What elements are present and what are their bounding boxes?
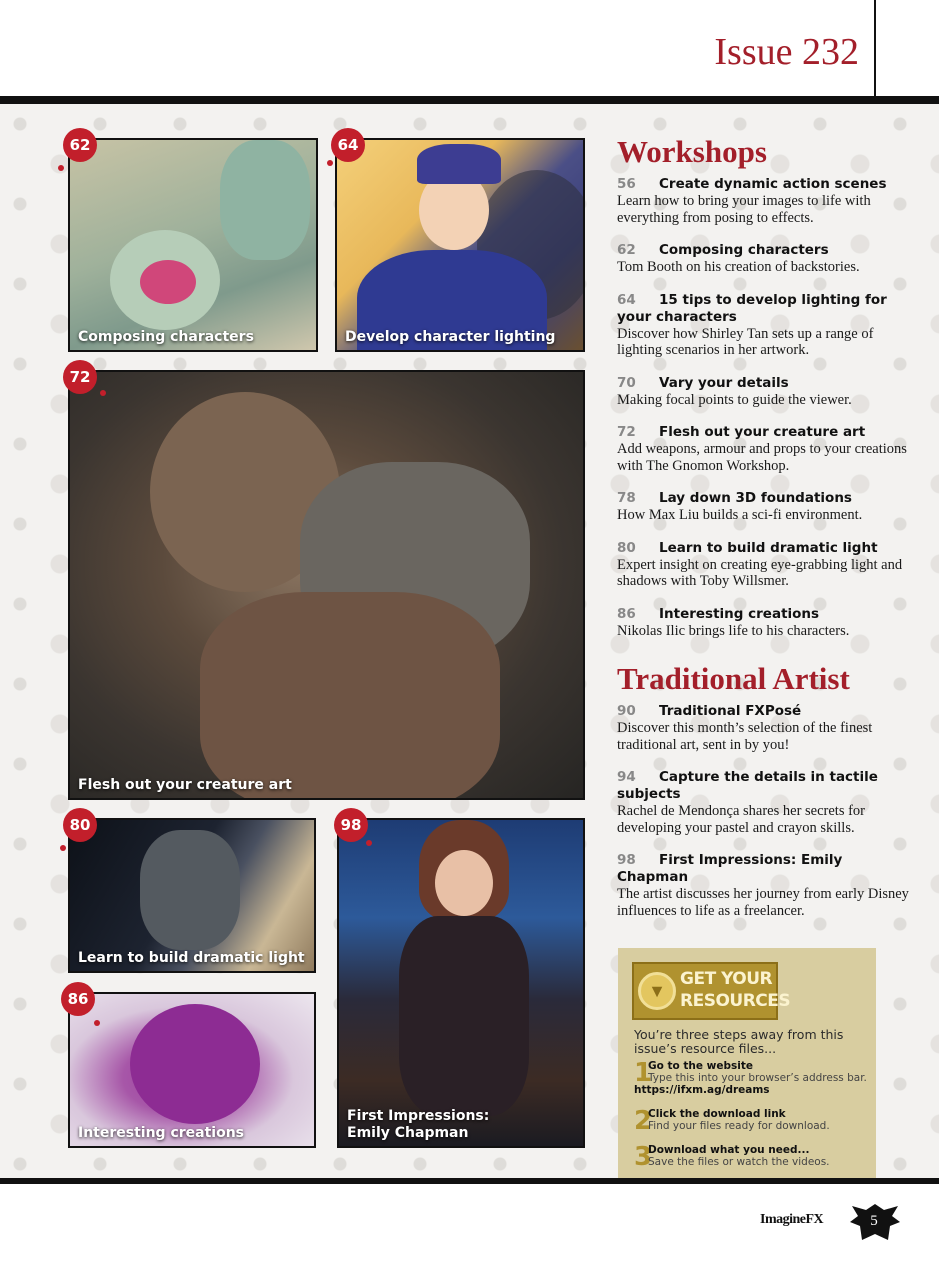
thumbnail-80[interactable] [68,818,316,973]
toc-entry[interactable] [617,769,917,836]
resource-step-3 [634,1144,870,1172]
entry-page-number: 56 [617,176,636,192]
toc-entry[interactable] [617,424,917,474]
page-number: 5 [870,1213,878,1229]
page-badge-62: 62 [63,128,97,162]
entry-title: Vary your details [659,374,789,391]
character-body [399,916,529,1116]
entry-page-number: 86 [617,605,636,622]
resource-url-link[interactable]: https://ifxm.ag/dreams [634,1084,770,1096]
resources-title-line-2: RESOURCES [680,991,791,1011]
page-badge-86: 86 [61,982,95,1016]
resource-step-1 [634,1060,870,1100]
section-title-traditional: Traditional Artist [617,661,850,696]
issue-title: Issue 232 [714,31,859,73]
paint-splatter [58,165,64,171]
entry-description: Expert insight on creating eye-grabbing light and shadows with Toby Willsmer. [617,556,903,589]
entry-page-number: 78 [617,490,636,506]
toc-entry[interactable] [617,540,917,590]
bottom-rule [0,1178,939,1184]
toc-entry[interactable] [617,292,917,359]
mummy-figure [140,830,240,950]
page-header [0,0,939,98]
step-heading: Download what you need... [648,1144,810,1156]
thumbnail-caption: Learn to build dramatic light [78,950,305,966]
entry-page-number: 98 [617,852,636,868]
paint-splatter [100,390,106,396]
section-title-workshops: Workshops [617,134,767,169]
entry-title: Traditional FXPosé [659,703,802,719]
resource-step-2 [634,1108,870,1136]
entry-page-number: 70 [617,374,636,391]
step-description: Type this into your browser’s address bar. [648,1072,867,1084]
entry-title: Composing characters [659,242,829,258]
entry-description: Tom Booth on his creation of backstories. [617,259,860,275]
entry-description: How Max Liu builds a sci-fi environment. [617,507,863,523]
step-number: 1 [634,1058,653,1088]
creature-torso [200,592,500,800]
entry-description: The artist discusses her journey from early Disney influences to life as a freelancer. [617,886,909,919]
entry-title: Interesting creations [659,605,820,622]
page-badge-64: 64 [331,128,365,162]
entry-title: Capture the details in tactile subjects [617,769,878,802]
table-of-contents [617,134,917,935]
step-description: Find your files ready for download. [648,1120,830,1132]
entry-description: Discover how Shirley Tan sets up a range of lighting scenarios in her artwork. [617,325,874,358]
entry-page-number: 64 [617,291,636,308]
thumbnail-caption: Flesh out your creature art [78,777,292,793]
brand-logo: ImagineFX [760,1212,824,1227]
toc-entry[interactable] [617,375,917,409]
step-number: 2 [634,1106,653,1136]
entry-description: Add weapons, armour and props to your creations with The Gnomon Workshop. [617,441,907,474]
resources-banner [632,962,791,1020]
entry-title: 15 tips to develop lighting for your characters [617,291,887,325]
thumbnail-98[interactable] [337,818,585,1148]
entry-title: Create dynamic action scenes [659,176,887,192]
toc-entry[interactable] [617,852,917,919]
entry-page-number: 72 [617,424,636,440]
header-divider [874,0,876,98]
page-badge-98: 98 [334,808,368,842]
download-arrow-icon: ▼ [638,972,676,1010]
paint-splatter [366,840,372,846]
toc-entry[interactable] [617,490,917,524]
step-number: 3 [634,1142,653,1172]
top-rule [0,96,939,104]
entry-page-number: 80 [617,539,636,556]
entry-title: Flesh out your creature art [659,424,866,440]
entry-title: Learn to build dramatic light [659,539,878,556]
creature-eye [140,260,196,304]
resources-intro: You’re three steps away from this issue’s resource files... [634,1027,844,1056]
entry-description: Nikolas Ilic brings life to his characters. [617,622,850,639]
step-heading: Go to the website [648,1060,753,1072]
paint-splatter [60,845,66,851]
entry-title: Lay down 3D foundations [659,490,852,506]
character-face [435,850,493,916]
paint-splatter [327,160,333,166]
toc-entry[interactable] [617,176,917,226]
entry-description: Making focal points to guide the viewer. [617,391,852,408]
character-cap [417,144,501,184]
entry-description: Discover this month’s selection of the finest traditional art, sent in by you! [617,720,873,753]
resources-panel [618,948,876,1178]
entry-description: Rachel de Mendonça shares her secrets for developing your pastel and crayon skills. [617,803,866,836]
thumbnail-64[interactable] [335,138,585,352]
thumbnail-86[interactable] [68,992,316,1148]
entry-page-number: 90 [617,703,636,719]
creature-arm [220,140,310,260]
entry-description: Learn how to bring your images to life with everything from posing to effects. [617,193,871,226]
thumbnail-caption [347,1108,489,1142]
page-badge-80: 80 [63,808,97,842]
toc-entry[interactable] [617,242,917,276]
thumbnail-caption: Composing characters [78,329,254,345]
caption-line-2: Emily Chapman [347,1125,469,1141]
step-heading: Click the download link [648,1108,786,1120]
entry-page-number: 62 [617,242,636,258]
page-badge-72: 72 [63,360,97,394]
thumbnail-caption: Interesting creations [78,1125,245,1141]
entry-title: First Impressions: Emily Chapman [617,852,843,885]
resources-title [680,968,791,1012]
thumbnail-62[interactable] [68,138,318,352]
creature-head [130,1004,260,1124]
paint-splatter [94,1020,100,1026]
toc-entry[interactable] [617,703,917,753]
thumbnail-caption: Develop character lighting [345,329,556,345]
toc-entry[interactable] [617,606,917,640]
resources-title-line-1: GET YOUR [680,969,773,989]
step-description: Save the files or watch the videos. [648,1156,830,1168]
caption-line-1: First Impressions: [347,1108,490,1124]
thumbnail-72[interactable] [68,370,585,800]
entry-page-number: 94 [617,769,636,785]
